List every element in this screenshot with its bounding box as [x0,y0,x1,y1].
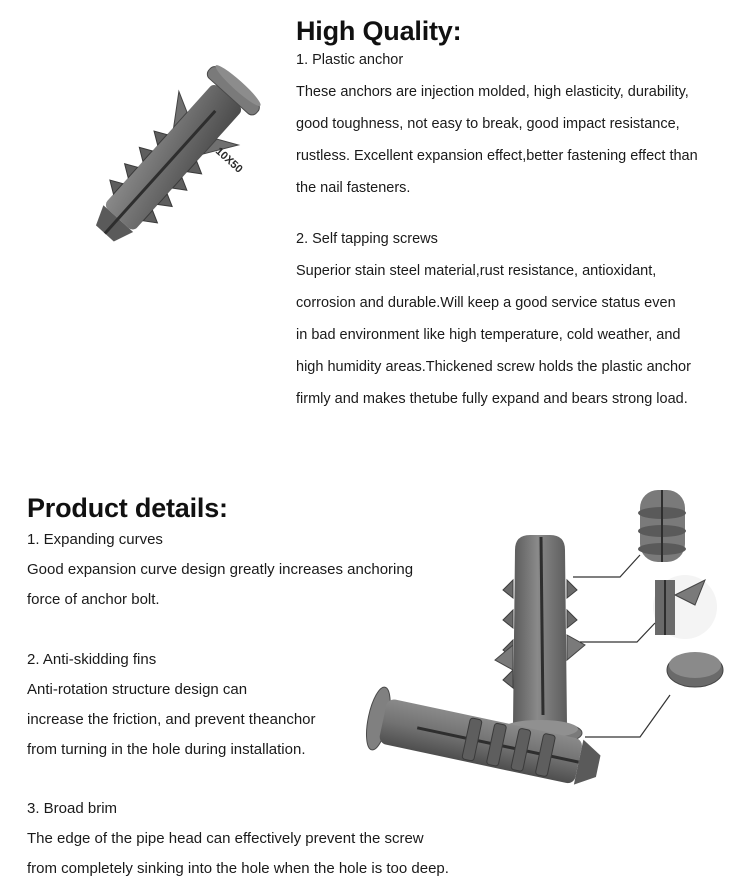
hq-item2-line: firmly and makes thetube fully expand and bears strong load. [296,391,688,407]
hq-item2-title: 2. Self tapping screws [296,231,438,247]
hq-item1-line: rustless. Excellent expansion effect,better fastening effect than [296,148,698,164]
upright-anchor [495,535,585,745]
hq-item1-line: good toughness, not easy to break, good impact resistance, [296,116,680,132]
hq-item1-title: 1. Plastic anchor [296,52,404,68]
lying-anchor [362,685,605,796]
pd-item1-line: force of anchor bolt. [27,591,160,608]
high-quality-heading: High Quality: [296,16,462,46]
pd-item1-title: 1. Expanding curves [27,531,163,548]
product-details-heading: Product details: [27,493,228,523]
pd-item3-title: 3. Broad brim [27,800,118,817]
hq-item2-line: high humidity areas.Thickened screw holds the plastic anchor [296,359,691,375]
pd-item3-line: from completely sinking into the hole when the hole is too deep. [27,860,449,877]
pd-item2-title: 2. Anti-skidding fins [27,651,157,668]
hq-item2-line: corrosion and durable.Will keep a good service status even [296,295,676,311]
hq-item1-line: the nail fasteners. [296,180,411,196]
hq-item2-line: in bad environment like high temperature, cold weather, and [296,327,681,343]
pd-item2-line: increase the friction, and prevent theanchor [27,711,316,728]
callout-expanding-curves [573,490,686,577]
anchor-marking: 10X50 [212,145,245,176]
hq-item1-line: These anchors are injection molded, high elasticity, durability, [296,84,689,100]
plastic-anchor-image [10,90,270,420]
pd-item2-line: Anti-rotation structure design can [27,681,248,698]
pd-item1-line: Good expansion curve design greatly increases anchoring [27,561,414,578]
pd-item2-line: from turning in the hole during installation. [27,741,306,758]
anchor-details-illustration [345,485,745,845]
callout-anti-skidding-fins [580,575,717,642]
pd-item3-line: The edge of the pipe head can effectively prevent the screw [27,830,424,847]
hq-item2-line: Superior stain steel material,rust resistance, antioxidant, [296,263,657,279]
callout-broad-brim [585,652,723,737]
